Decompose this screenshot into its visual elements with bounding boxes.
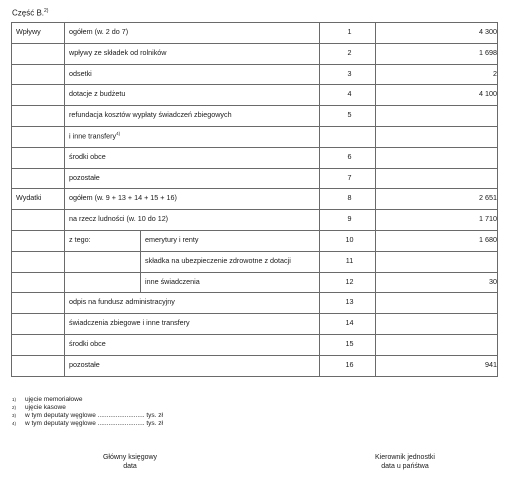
table-row [12, 272, 498, 293]
row-number: 8 [320, 189, 376, 210]
row-value: 30 [376, 272, 498, 293]
row-value: 4 300 [376, 23, 498, 44]
section-title [12, 8, 48, 18]
footnote-text: ujęcie kasowe [25, 404, 66, 411]
table-row [12, 64, 498, 85]
row-number: 3 [320, 64, 376, 85]
row-number: 11 [320, 251, 376, 272]
row-desc: składka na ubezpieczenie zdrowotne z dotacji [141, 251, 320, 272]
table-row [12, 23, 498, 44]
title-text: Część B. [12, 8, 45, 18]
table-row [12, 314, 498, 335]
signature-chief-accountant [90, 454, 170, 471]
signature-date-label: data u pańśtwa [381, 462, 429, 470]
row-desc: dotacje z budżetu [65, 85, 320, 106]
row-desc: odsetki [65, 64, 320, 85]
row-value [376, 251, 498, 272]
footnote-text: w tym deputaty węglowe .......................... tys. zł [25, 412, 163, 419]
row-number: 12 [320, 272, 376, 293]
footnote-item [12, 404, 163, 412]
footnote-mark: 4) [116, 130, 121, 136]
table-row [12, 106, 498, 127]
row-number: 13 [320, 293, 376, 314]
row-desc: wpływy ze składek od rolników [65, 43, 320, 64]
row-desc: emerytury i renty [141, 230, 320, 251]
table-row [12, 251, 498, 272]
row-desc: pozostałe [65, 355, 320, 376]
footnote-mark: 3) [12, 413, 17, 418]
section-label-income: Wpływy [12, 23, 65, 44]
footnote-mark: 4) [12, 421, 17, 426]
table-row [12, 334, 498, 355]
footnote-text: w tym deputaty węglowe .......................... tys. zł [25, 420, 163, 427]
table-row [12, 168, 498, 189]
section-label-expenses: Wydatki [12, 189, 65, 210]
row-value [376, 106, 498, 127]
row-prefix: z tego: [65, 230, 141, 251]
footnotes [12, 396, 163, 428]
row-desc: ogółem (w. 9 + 13 + 14 + 15 + 16) [65, 189, 320, 210]
row-number: 1 [320, 23, 376, 44]
row-desc-text: i inne transfery [69, 131, 117, 141]
row-desc: środki obce [65, 147, 320, 168]
signature-date-label: data [123, 462, 137, 470]
row-desc: pozostałe [65, 168, 320, 189]
table-row [12, 85, 498, 106]
row-value [376, 334, 498, 355]
table-row [12, 43, 498, 64]
row-number: 15 [320, 334, 376, 355]
table-row [12, 230, 498, 251]
row-value [376, 147, 498, 168]
footnote-item [12, 412, 163, 420]
row-value: 2 [376, 64, 498, 85]
row-desc: inne świadczenia [141, 272, 320, 293]
financial-table [11, 22, 498, 377]
row-number: 7 [320, 168, 376, 189]
table-row [12, 147, 498, 168]
row-value: 1 680 [376, 230, 498, 251]
row-number: 10 [320, 230, 376, 251]
row-desc: odpis na fundusz administracyjny [65, 293, 320, 314]
row-value: 1 698 [376, 43, 498, 64]
row-value: 1 710 [376, 210, 498, 231]
footnote-item [12, 420, 163, 428]
row-number: 9 [320, 210, 376, 231]
signature-role: Kierownik jednostki [375, 454, 435, 461]
row-number: 2 [320, 43, 376, 64]
row-desc-continued [65, 126, 320, 147]
row-value [376, 126, 498, 147]
row-desc: świadczenia zbiegowe i inne transfery [65, 314, 320, 335]
row-number: 14 [320, 314, 376, 335]
signature-role: Główny księgowy [102, 454, 158, 461]
row-number: 6 [320, 147, 376, 168]
row-value [376, 293, 498, 314]
row-value [376, 168, 498, 189]
footnote-item [12, 396, 163, 404]
title-footnote-mark: 2) [44, 8, 49, 14]
row-number: 5 [320, 106, 376, 127]
row-value: 2 651 [376, 189, 498, 210]
table-row [12, 355, 498, 376]
table-row [12, 293, 498, 314]
row-desc: środki obce [65, 334, 320, 355]
row-desc: ogółem (w. 2 do 7) [65, 23, 320, 44]
footnote-text: ujęcie memoriałowe [25, 396, 83, 403]
row-desc: refundacja kosztów wypłaty świadczeń zbiegowych [65, 106, 320, 127]
row-number: 16 [320, 355, 376, 376]
table-row [12, 210, 498, 231]
row-desc: na rzecz ludności (w. 10 do 12) [65, 210, 320, 231]
footnote-mark: 1) [12, 397, 17, 402]
table-row [12, 189, 498, 210]
footnote-mark: 2) [12, 405, 17, 410]
table-row [12, 126, 498, 147]
row-value: 941 [376, 355, 498, 376]
row-value [376, 314, 498, 335]
row-number: 4 [320, 85, 376, 106]
row-number [320, 126, 376, 147]
signature-unit-head [360, 454, 450, 471]
row-value: 4 100 [376, 85, 498, 106]
